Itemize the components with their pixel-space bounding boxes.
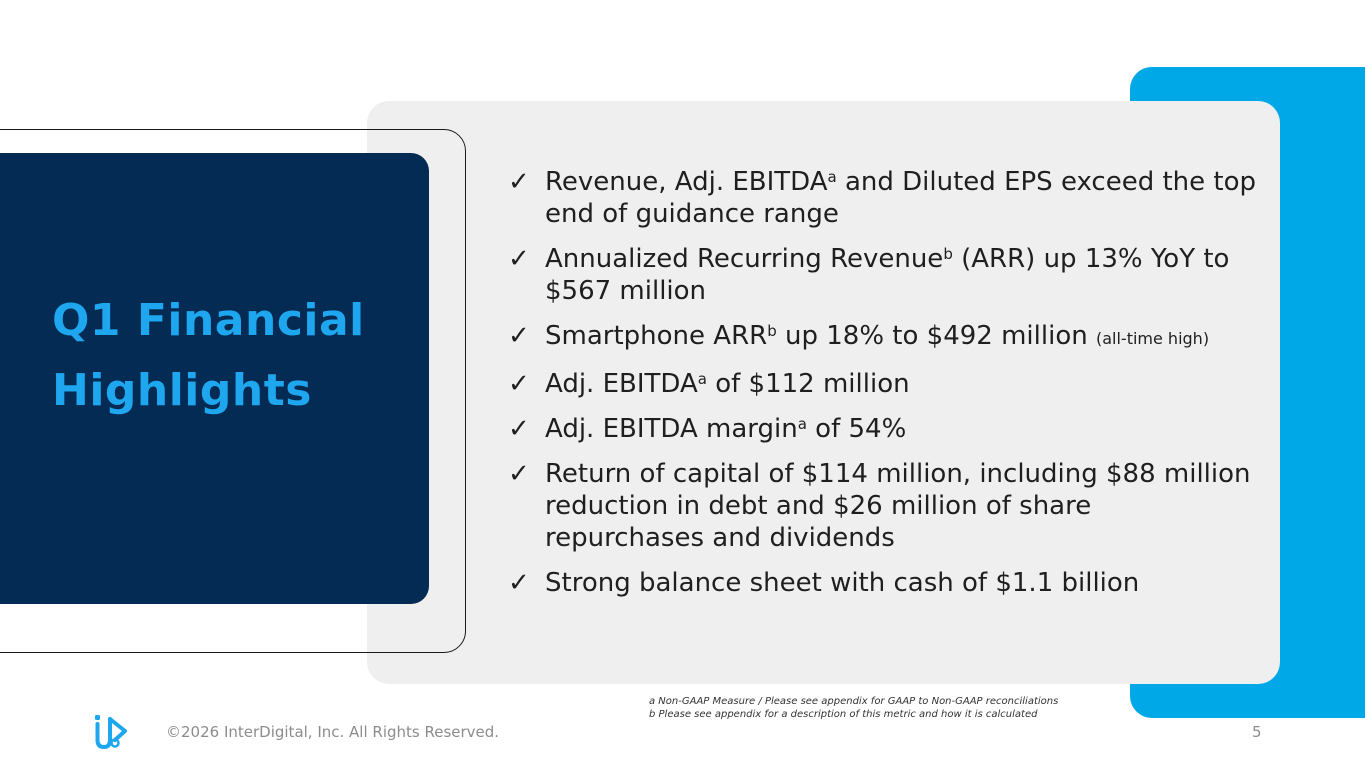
footnote-b: b Please see appendix for a description of this metric and how it is calculated [649, 709, 1038, 720]
checkmark-icon: ✓ [508, 167, 530, 197]
highlight-text: Revenue, Adj. EBITDA [545, 167, 828, 197]
highlights-list [508, 166, 1258, 612]
checkmark-icon: ✓ [508, 244, 530, 274]
highlight-text-cont: (ARR) up 13% YoY to $567 million [545, 244, 1230, 306]
highlight-text: Strong balance sheet with cash of $1.1 billion [545, 568, 1140, 598]
checkmark-icon: ✓ [508, 369, 530, 399]
footnote-marker: b [767, 322, 777, 340]
highlight-text-cont: up 18% to $492 million [776, 321, 1088, 351]
highlight-text-cont: of 54% [806, 414, 907, 444]
copyright-text: ©2026 InterDigital, Inc. All Rights Reserved. [166, 723, 500, 741]
footnote-a: a Non-GAAP Measure / Please see appendix for GAAP to Non-GAAP reconciliations [649, 696, 1059, 707]
highlight-text: Adj. EBITDA margin [545, 414, 798, 444]
slide-title [52, 286, 412, 426]
title-line-1: Q1 Financial [52, 295, 365, 346]
page-number: 5 [1252, 723, 1262, 741]
title-line-2: Highlights [52, 365, 312, 416]
footnote-marker: a [697, 370, 707, 388]
highlight-text: Adj. EBITDA [545, 369, 698, 399]
highlight-text: Smartphone ARR [545, 321, 768, 351]
checkmark-icon: ✓ [508, 414, 530, 444]
highlight-text: Return of capital of $114 million, including $88 million reduction in debt and $26 million of share repurchases and dividends [545, 459, 1251, 553]
interdigital-logo-icon [93, 713, 133, 753]
highlight-text: Annualized Recurring Revenue [545, 244, 944, 274]
highlight-note: (all-time high) [1095, 329, 1210, 348]
footnote-marker: a [797, 415, 807, 433]
checkmark-icon: ✓ [508, 459, 530, 489]
highlight-item [508, 368, 1258, 400]
footnote-marker: a [827, 168, 837, 186]
highlight-text-cont: and Diluted EPS exceed the top end of guidance range [545, 167, 1257, 229]
highlight-item [508, 243, 1258, 307]
highlight-text-cont: of $112 million [706, 369, 910, 399]
highlight-item [508, 320, 1258, 355]
footnotes [649, 695, 1129, 721]
checkmark-icon: ✓ [508, 568, 530, 598]
highlight-item [508, 413, 1258, 445]
highlight-item [508, 458, 1258, 554]
checkmark-icon: ✓ [508, 321, 530, 351]
footnote-marker: b [943, 245, 953, 263]
highlight-item [508, 567, 1258, 599]
highlight-item [508, 166, 1258, 230]
